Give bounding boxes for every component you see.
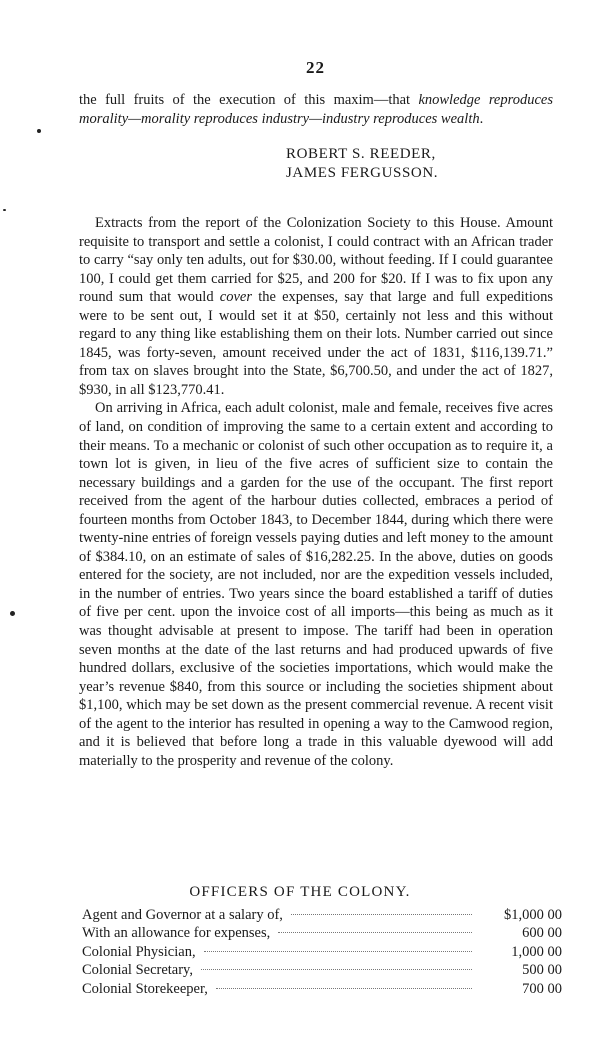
officer-amount: 500 00 <box>522 962 562 979</box>
page-number: 22 <box>306 58 325 77</box>
officer-title: Colonial Physician, <box>82 943 196 960</box>
paragraph-arrival: On arriving in Africa, each adult colonist, male and female, receives five acres of land, on condition of improving the same to a certain extent and according to their means. To a mechanic or colonist of such other occupation as to require it, a town lot is given, in lieu of the five acres of sufficient size to contain the necessary buildings and a garden for the use of the occupant. The first report received from the agent of the harbour duties collected, embraces a period of fourteen months from October 1843, to December 1844, during which there were twenty-nine entries of foreign vessels paying duties and left money to the amount of $384.10, on an estimate of sales of $16,282.25. In the above, duties on goods entered for the society, are not included, nor are the expedition vessels included, in the number of entries. Two years since the board established a tariff of duties of five per cent. upon the invoice cost of all imports—this being as much as it was thought advisable at present to impose. The tariff had been in operation seven months at the date of the last returns and had produced upwards of five hundred dollars, exclusive of the societies importations, which would make the year’s revenue $840, from this source or including the societies shipment about $1,100, which may be set down as the present commercial revenue. A recent visit of the agent to the interior has resulted in opening a way to the Camwood region, and it is believed that before long a trade in this valuable dyewood will add materially to the prosperity and revenue of the colony. <box>79 400 553 769</box>
signature-line-2: JAMES FERGUSSON. <box>286 165 439 181</box>
leader-dots <box>216 988 472 989</box>
officer-row <box>82 925 562 943</box>
margin-speck <box>10 611 15 616</box>
officers-heading: OFFICERS OF THE COLONY. <box>189 884 411 900</box>
officer-amount: $1,000 00 <box>504 907 562 923</box>
officer-row <box>82 944 562 962</box>
margin-speck <box>3 209 6 211</box>
paragraph-extracts <box>79 214 553 399</box>
officer-amount: 700 00 <box>522 980 562 997</box>
officer-amount: 600 00 <box>522 925 562 942</box>
officer-amount: 1,000 00 <box>511 943 562 960</box>
report-body <box>79 214 553 770</box>
paragraph-extracts-part2: the expenses, say that large and full expeditions were to be sent out, I would set it at $50, certainly not less and this without regard to any thing like establishing them on their lots. Number carried out since 1845, was forty-seven, amount received under the act of 1831, $116,139.71.” from tax on slaves brought into the State, $6,700.50, and under the act of 1827, $930, in all $123,770.41. <box>79 289 553 398</box>
officer-title: Colonial Storekeeper, <box>82 980 208 997</box>
officer-title: Colonial Secretary, <box>82 962 193 979</box>
officer-title: Agent and Governor at a salary of, <box>82 907 283 923</box>
leader-dots <box>291 914 472 915</box>
signature-line-1: ROBERT S. REEDER, <box>286 146 436 162</box>
officers-table <box>82 907 562 999</box>
leader-dots <box>278 932 472 933</box>
paragraph-extracts-italic: cover <box>219 289 252 306</box>
margin-speck <box>37 129 41 133</box>
opening-text-end: . <box>479 110 484 127</box>
opening-text <box>79 91 553 128</box>
leader-dots <box>201 969 472 970</box>
opening-text-italic: knowledge reproduces morality—morality reproduces industry—industry reproduces wealth <box>79 92 553 127</box>
paragraph-extracts-part1: Extracts from the report of the Colonization Society to this House. Amount requisite to transport and settle a colonist, I could contract with an African trader to carry “say only ten adults, out for $30.00, without feeding. If I could guarantee 100, I could get them carried for $25, and 200 for $20. If I was to fix upon any round sum that would <box>79 215 553 306</box>
opening-text-plain: the full fruits of the execution of this maxim—that <box>79 92 419 108</box>
signature-block <box>286 145 438 183</box>
officer-row <box>82 962 562 980</box>
leader-dots <box>204 951 472 952</box>
officer-row <box>82 981 562 999</box>
officer-row <box>82 907 562 925</box>
officer-title: With an allowance for expenses, <box>82 925 271 942</box>
